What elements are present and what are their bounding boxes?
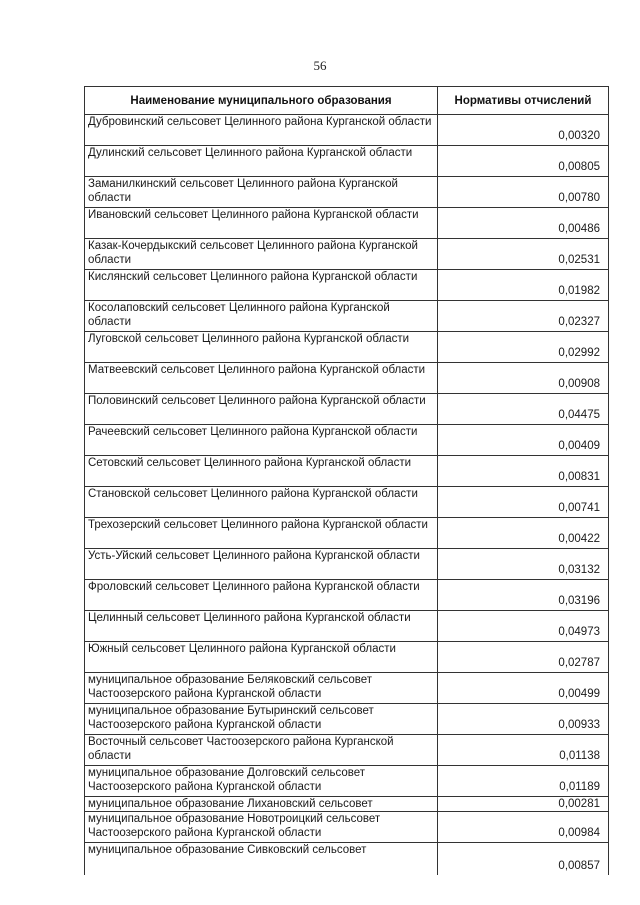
normative-value: 0,03132 bbox=[438, 549, 609, 580]
normative-value: 0,00499 bbox=[438, 673, 609, 704]
table-row bbox=[85, 115, 609, 146]
table-row bbox=[85, 704, 609, 735]
municipality-name: Усть-Уйский сельсовет Целинного района Курганской области bbox=[85, 549, 438, 580]
table-row bbox=[85, 146, 609, 177]
normative-value: 0,04475 bbox=[438, 394, 609, 425]
municipality-name: Восточный сельсовет Частоозерского района Курганской области bbox=[85, 735, 438, 766]
municipality-name: муниципальное образование Долговский сельсовет Частоозерского района Курганской области bbox=[85, 766, 438, 797]
normatives-table bbox=[84, 86, 609, 875]
normative-value: 0,00857 bbox=[438, 843, 609, 876]
municipality-name: муниципальное образование Бутыринский сельсовет Частоозерского района Курганской области bbox=[85, 704, 438, 735]
normative-value: 0,02531 bbox=[438, 239, 609, 270]
table-row bbox=[85, 394, 609, 425]
normative-value: 0,00422 bbox=[438, 518, 609, 549]
table-row bbox=[85, 766, 609, 797]
municipality-name: Становской сельсовет Целинного района Курганской области bbox=[85, 487, 438, 518]
municipality-name: муниципальное образование Сивковский сельсовет bbox=[85, 843, 438, 876]
table-row bbox=[85, 270, 609, 301]
normative-value: 0,00281 bbox=[438, 797, 609, 812]
municipality-name: Сетовский сельсовет Целинного района Курганской области bbox=[85, 456, 438, 487]
municipality-name: Целинный сельсовет Целинного района Курганской области bbox=[85, 611, 438, 642]
table-header-row bbox=[85, 87, 609, 115]
table-row bbox=[85, 332, 609, 363]
municipality-name: Заманилкинский сельсовет Целинного района Курганской области bbox=[85, 177, 438, 208]
municipality-name: Дубровинский сельсовет Целинного района Курганской области bbox=[85, 115, 438, 146]
normative-value: 0,02992 bbox=[438, 332, 609, 363]
municipality-name: Дулинский сельсовет Целинного района Курганской области bbox=[85, 146, 438, 177]
municipality-name: Кислянский сельсовет Целинного района Курганской области bbox=[85, 270, 438, 301]
table-row bbox=[85, 812, 609, 843]
normative-value: 0,00780 bbox=[438, 177, 609, 208]
normative-value: 0,00831 bbox=[438, 456, 609, 487]
header-value: Нормативы отчислений bbox=[438, 87, 609, 115]
normative-value: 0,02327 bbox=[438, 301, 609, 332]
table-row bbox=[85, 611, 609, 642]
normative-value: 0,00933 bbox=[438, 704, 609, 735]
normative-value: 0,00805 bbox=[438, 146, 609, 177]
normative-value: 0,04973 bbox=[438, 611, 609, 642]
table-row bbox=[85, 673, 609, 704]
municipality-name: Матвеевский сельсовет Целинного района Курганской области bbox=[85, 363, 438, 394]
table-row bbox=[85, 797, 609, 812]
normative-value: 0,02787 bbox=[438, 642, 609, 673]
table-row bbox=[85, 549, 609, 580]
table-row bbox=[85, 425, 609, 456]
municipality-name: Косолаповский сельсовет Целинного района Курганской области bbox=[85, 301, 438, 332]
table-row bbox=[85, 301, 609, 332]
municipality-name: Половинский сельсовет Целинного района Курганской области bbox=[85, 394, 438, 425]
table-row bbox=[85, 642, 609, 673]
table-row bbox=[85, 363, 609, 394]
normative-value: 0,00908 bbox=[438, 363, 609, 394]
normative-value: 0,03196 bbox=[438, 580, 609, 611]
normative-value: 0,01189 bbox=[438, 766, 609, 797]
table-row bbox=[85, 580, 609, 611]
municipality-name: Рачеевский сельсовет Целинного района Курганской области bbox=[85, 425, 438, 456]
municipality-name: муниципальное образование Новотроицкий сельсовет Частоозерского района Курганской области bbox=[85, 812, 438, 843]
page-number: 56 bbox=[313, 58, 327, 73]
table-row bbox=[85, 487, 609, 518]
municipality-name: Луговской сельсовет Целинного района Курганской области bbox=[85, 332, 438, 363]
municipality-name: Фроловский сельсовет Целинного района Курганской области bbox=[85, 580, 438, 611]
normative-value: 0,00320 bbox=[438, 115, 609, 146]
table-row bbox=[85, 239, 609, 270]
normative-value: 0,00409 bbox=[438, 425, 609, 456]
normative-value: 0,01982 bbox=[438, 270, 609, 301]
table-body bbox=[85, 115, 609, 876]
normative-value: 0,00741 bbox=[438, 487, 609, 518]
municipality-name: Трехозерский сельсовет Целинного района Курганской области bbox=[85, 518, 438, 549]
table-row bbox=[85, 735, 609, 766]
municipality-name: Казак-Кочердыкский сельсовет Целинного района Курганской области bbox=[85, 239, 438, 270]
municipality-name: муниципальное образование Лихановский сельсовет bbox=[85, 797, 438, 812]
normative-value: 0,00486 bbox=[438, 208, 609, 239]
normative-value: 0,01138 bbox=[438, 735, 609, 766]
normative-value: 0,00984 bbox=[438, 812, 609, 843]
municipality-name: Ивановский сельсовет Целинного района Курганской области bbox=[85, 208, 438, 239]
header-name: Наименование муниципального образования bbox=[85, 87, 438, 115]
table-row bbox=[85, 518, 609, 549]
table-row bbox=[85, 843, 609, 876]
municipality-name: Южный сельсовет Целинного района Курганской области bbox=[85, 642, 438, 673]
table-row bbox=[85, 208, 609, 239]
table-row bbox=[85, 456, 609, 487]
municipality-name: муниципальное образование Беляковский сельсовет Частоозерского района Курганской области bbox=[85, 673, 438, 704]
table-row bbox=[85, 177, 609, 208]
